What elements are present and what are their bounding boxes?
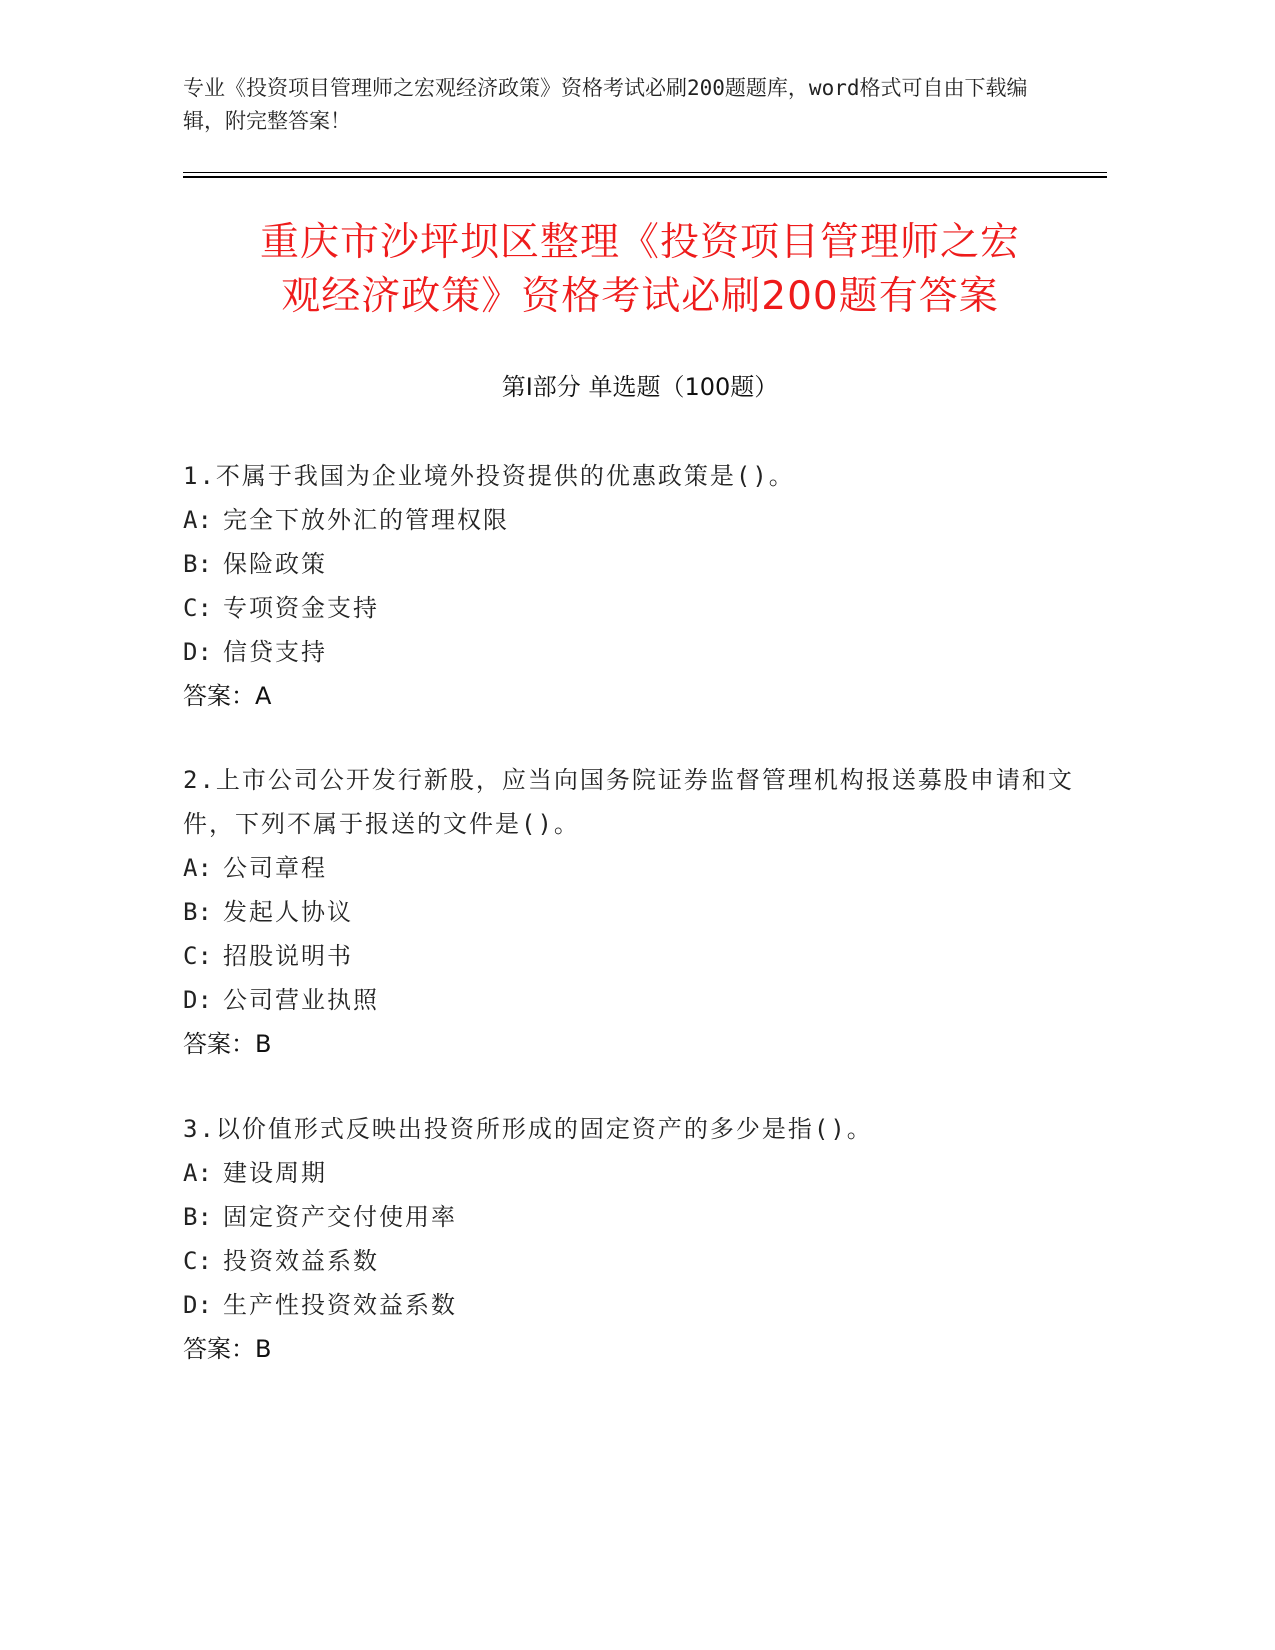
option-text: 招股说明书: [223, 942, 353, 970]
option-label: C:: [183, 942, 212, 970]
option-label: A:: [183, 854, 212, 882]
intro-text: 专业《投资项目管理师之宏观经济政策》资格考试必刷200题题库，word格式可自由下载编辑，附完整答案！: [183, 76, 1028, 133]
option-text: 生产性投资效益系数: [223, 1291, 457, 1319]
option-label: B:: [183, 1203, 212, 1231]
option-text: 保险政策: [223, 550, 327, 578]
option-text: 建设周期: [223, 1159, 327, 1187]
answer-line: 答案：B: [183, 1335, 272, 1363]
option-b: [183, 890, 1083, 934]
option-c: [183, 1239, 1083, 1283]
option-label: B:: [183, 898, 212, 926]
question-stem: 3.以价值形式反映出投资所形成的固定资产的多少是指()。: [183, 1115, 873, 1143]
answer-line: 答案：A: [183, 682, 272, 710]
option-a: [183, 846, 1083, 890]
title-line-1: 重庆市沙坪坝区整理《投资项目管理师之宏: [259, 220, 1020, 265]
option-a: [183, 498, 1083, 542]
option-c: [183, 586, 1083, 630]
option-c: [183, 934, 1083, 978]
option-a: [183, 1151, 1083, 1195]
option-text: 公司章程: [223, 854, 327, 882]
option-d: [183, 1283, 1083, 1327]
question-stem: 1.不属于我国为企业境外投资提供的优惠政策是()。: [183, 462, 795, 490]
option-text: 信贷支持: [223, 638, 327, 666]
option-d: [183, 978, 1083, 1022]
option-label: C:: [183, 1247, 212, 1275]
option-text: 公司营业执照: [223, 986, 379, 1014]
option-label: A:: [183, 506, 212, 534]
option-text: 完全下放外汇的管理权限: [223, 506, 509, 534]
header-divider-thick: [183, 176, 1107, 178]
option-text: 投资效益系数: [223, 1247, 379, 1275]
answer-line: 答案：B: [183, 1030, 272, 1058]
header-divider-thin: [183, 172, 1107, 173]
title-line-2: 观经济政策》资格考试必刷200题有答案: [281, 274, 999, 319]
question-block: [183, 1107, 1083, 1371]
section-heading: 第Ⅰ部分 单选题（100题）: [501, 373, 779, 401]
option-d: [183, 630, 1083, 674]
option-text: 专项资金支持: [223, 594, 379, 622]
option-label: D:: [183, 1291, 212, 1319]
option-label: A:: [183, 1159, 212, 1187]
question-stem: 2.上市公司公开发行新股，应当向国务院证券监督管理机构报送募股申请和文件，下列不属于报送的文件是()。: [183, 766, 1074, 838]
option-label: D:: [183, 638, 212, 666]
document-title: [140, 216, 1140, 324]
option-label: C:: [183, 594, 212, 622]
question-block: [183, 454, 1083, 718]
option-label: D:: [183, 986, 212, 1014]
option-text: 发起人协议: [223, 898, 353, 926]
option-b: [183, 1195, 1083, 1239]
option-label: B:: [183, 550, 212, 578]
option-text: 固定资产交付使用率: [223, 1203, 457, 1231]
option-b: [183, 542, 1083, 586]
question-block: [183, 758, 1083, 1066]
